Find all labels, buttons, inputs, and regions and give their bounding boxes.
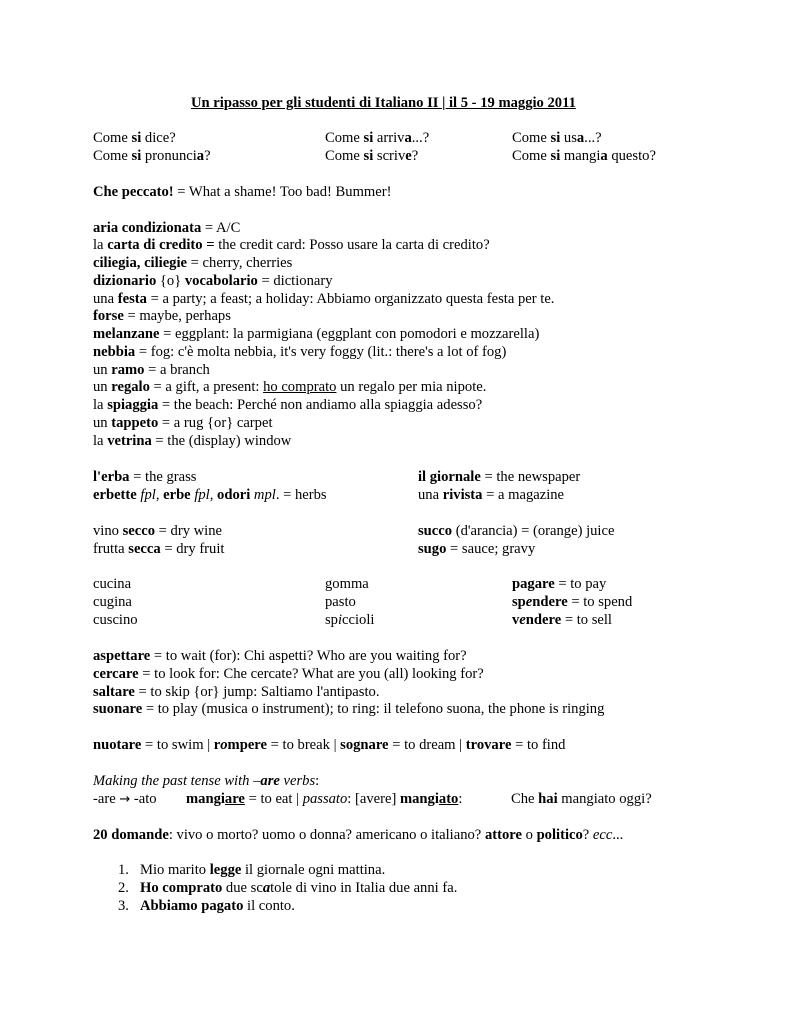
list-number: 3. xyxy=(118,898,129,914)
vocab-regalo: un regalo = a gift, a present: ho comprato un regalo per mia nipote. xyxy=(93,379,487,395)
word-cugina: cugina xyxy=(93,594,132,610)
phrase-come-si-arriva: Come si arriva...? xyxy=(325,130,430,146)
word-spendere: spendere = to spend xyxy=(512,594,633,610)
verb-line-nuotare: nuotare = to swim | rompere = to break | sognare = to dream | trovare = to find xyxy=(93,737,566,753)
vocab-vetrina: la vetrina = the (display) window xyxy=(93,433,292,449)
che-peccato-line: Che peccato! = What a shame! Too bad! Bummer! xyxy=(93,184,392,200)
verb-aspettare: aspettare = to wait (for): Chi aspetti? Who are you waiting for? xyxy=(93,648,467,664)
past-mangiare: mangiare = to eat | passato: [avere] mangiato: xyxy=(186,791,463,807)
vocab-aria: aria condizionata = A/C xyxy=(93,220,241,236)
past-tense-heading: Making the past tense with –are verbs: xyxy=(93,773,320,789)
word-pagare: pagare = to pay xyxy=(512,576,607,592)
list-item: Mio marito legge il giornale ogni mattina. xyxy=(140,862,386,878)
verb-saltare: saltare = to skip {or} jump: Saltiamo l'antipasto. xyxy=(93,684,380,700)
phrase-come-si-scrive: Come si scrive? xyxy=(325,148,419,164)
page-title: Un ripasso per gli studenti di Italiano II | il 5 - 19 maggio 2011 xyxy=(191,95,576,111)
pair-rivista: una rivista = a magazine xyxy=(418,487,565,503)
venti-domande-line: 20 domande: vivo o morto? uomo o donna? americano o italiano? attore o politico? ecc... xyxy=(93,827,624,843)
vocab-forse: forse = maybe, perhaps xyxy=(93,308,231,324)
word-vendere: vendere = to sell xyxy=(512,612,612,628)
past-are-ato: -are → -ato xyxy=(93,791,157,807)
vocab-nebbia: nebbia = fog: c'è molta nebbia, it's very foggy (lit.: there's a lot of fog) xyxy=(93,344,507,360)
word-pasto: pasto xyxy=(325,594,356,610)
list-item: Ho comprato due scatole di vino in Italia due anni fa. xyxy=(140,880,458,896)
vocab-melanzane: melanzane = eggplant: la parmigiana (eggplant con pomodori e mozzarella) xyxy=(93,326,540,342)
vocab-carta: la carta di credito = the credit card: Posso usare la carta di credito? xyxy=(93,237,490,253)
list-number: 2. xyxy=(118,880,129,896)
word-spiccioli: spiccioli xyxy=(325,612,375,628)
phrase-come-si-dice: Come si dice? xyxy=(93,130,176,146)
vocab-ciliegia: ciliegia, ciliegie = cherry, cherries xyxy=(93,255,293,271)
phrase-come-si-pronuncia: Come si pronuncia? xyxy=(93,148,211,164)
word-cuscino: cuscino xyxy=(93,612,138,628)
verb-cercare: cercare = to look for: Che cercate? What are you (all) looking for? xyxy=(93,666,484,682)
phrase-come-si-mangia: Come si mangia questo? xyxy=(512,148,656,164)
pair-giornale: il giornale = the newspaper xyxy=(418,469,581,485)
vocab-ramo: un ramo = a branch xyxy=(93,362,210,378)
arrow-right-icon: → xyxy=(119,792,131,807)
vocab-festa: una festa = a party; a feast; a holiday: Abbiamo organizzato questa festa per te. xyxy=(93,291,555,307)
vocab-dizionario: dizionario {o} vocabolario = dictionary xyxy=(93,273,333,289)
pair-sugo: sugo = sauce; gravy xyxy=(418,541,536,557)
pair-erba: l'erba = the grass xyxy=(93,469,197,485)
word-gomma: gomma xyxy=(325,576,369,592)
vocab-tappeto: un tappeto = a rug {or} carpet xyxy=(93,415,273,431)
word-cucina: cucina xyxy=(93,576,132,592)
pair-succo: succo (d'arancia) = (orange) juice xyxy=(418,523,615,539)
phrase-come-si-usa: Come si usa...? xyxy=(512,130,602,146)
list-item: Abbiamo pagato il conto. xyxy=(140,898,295,914)
pair-frutta: frutta secca = dry fruit xyxy=(93,541,225,557)
verb-suonare: suonare = to play (musica o instrument); to ring: il telefono suona, the phone is ringing xyxy=(93,701,605,717)
pair-vino: vino secco = dry wine xyxy=(93,523,223,539)
pair-erbette: erbette fpl, erbe fpl, odori mpl. = herbs xyxy=(93,487,327,503)
vocab-spiaggia: la spiaggia = the beach: Perché non andiamo alla spiaggia adesso? xyxy=(93,397,483,413)
list-number: 1. xyxy=(118,862,129,878)
past-question: Che hai mangiato oggi? xyxy=(511,791,652,807)
